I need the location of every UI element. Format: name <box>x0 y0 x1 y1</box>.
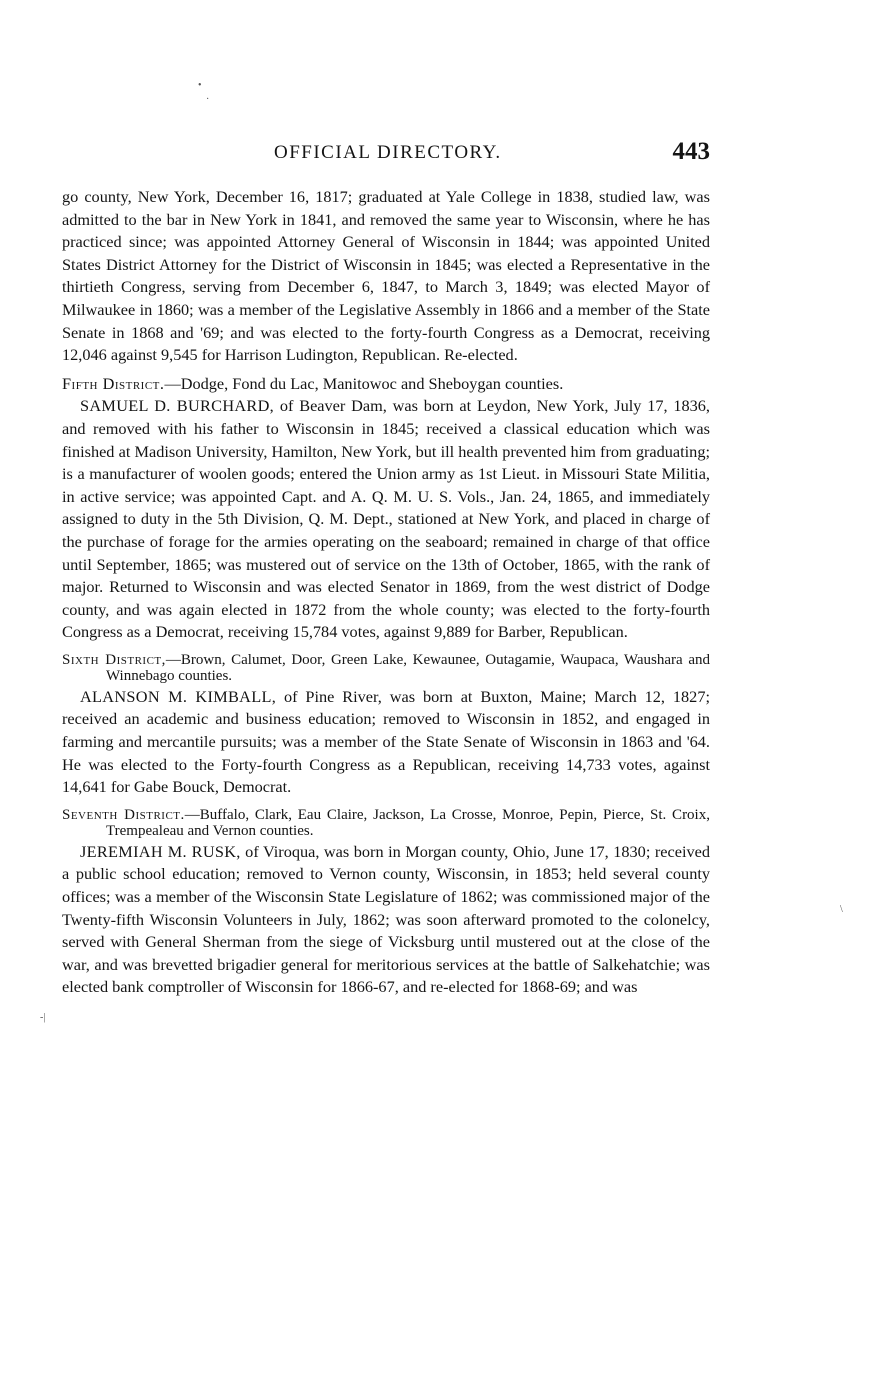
district-label: Fifth District. <box>62 373 165 393</box>
district-heading-seventh <box>62 807 710 839</box>
biography-paragraph-rusk <box>62 841 710 999</box>
member-name: JEREMIAH M. RUSK, <box>80 841 241 861</box>
district-heading-fifth <box>62 373 710 396</box>
biography-text: of Viroqua, was born in Morgan county, Ohio, June 17, 1830; received a public school education; removed to Vernon county, Wisconsin, in 1853; held several county offices; was a member of the Wisconsin State Legislature of 1862; was commissioned major of the Twenty-fifth Wisconsin Volunteers in July, 1862; was soon afterward promoted to the colonelcy, served with General Sherman from the siege of Vicksburg until mustered out at the close of the war, and was brevetted brigadier general for meritorious services at the battle of Salkehatchie; was elected bank comptroller of Wisconsin for 1866-67, and re-elected for 1868-69; and was <box>62 841 710 997</box>
member-name: ALANSON M. KIMBALL, <box>80 686 277 706</box>
district-label: Sixth District, <box>62 651 166 668</box>
biography-paragraph-burchard <box>62 395 710 644</box>
page-number: 443 <box>672 138 710 165</box>
running-title: OFFICIAL DIRECTORY. <box>274 142 502 163</box>
district-counties: —Brown, Calumet, Door, Green Lake, Kewaunee, Outagamie, Waupaca, Waushara and Winnebago counties. <box>106 651 710 684</box>
page-header <box>60 138 710 172</box>
body-text <box>62 186 710 999</box>
district-counties: —Buffalo, Clark, Eau Claire, Jackson, La Crosse, Monroe, Pepin, Pierce, St. Croix, Trempealeau and Vernon counties. <box>106 806 710 839</box>
scan-speck: · <box>206 94 210 105</box>
district-counties: —Dodge, Fond du Lac, Manitowoc and Sheboygan counties. <box>164 373 564 393</box>
district-label: Seventh District. <box>62 806 185 823</box>
biography-text: of Pine River, was born at Buxton, Maine; March 12, 1827; received an academic and business education; removed to Wisconsin in 1852, and engaged in farming and mercantile pursuits; was a member of the State Senate of Wisconsin in 1863 and '64. He was elected to the Forty-fourth Congress as a Republican, receiving 14,733 votes, against 14,641 for Gabe Bouck, Democrat. <box>62 686 710 797</box>
district-heading-sixth <box>62 652 710 684</box>
scan-speck: \ <box>840 904 843 915</box>
member-name: SAMUEL D. BURCHARD, <box>80 396 275 416</box>
scan-speck: • <box>198 80 202 91</box>
scan-speck: -| <box>40 1012 46 1023</box>
biography-paragraph-kimball <box>62 686 710 799</box>
biography-text: of Beaver Dam, was born at Leydon, New York, July 17, 1836, and removed with his father to Wisconsin in 1845; received a classical education which was finished at Madison University, Hamilton, New York, but ill health prevented him from graduating; is a manufacturer of woolen goods; entered the Union army as 1st Lieut. in Missouri State Militia, in active service; was appointed Capt. and A. Q. M. U. S. Vols., Jan. 24, 1865, and immediately assigned to duty in the 5th Division, Q. M. Dept., stationed at New York, and placed in charge of the purchase of forage for the armies operating on the seaboard; remained in charge of that office until September, 1865; was mustered out of service on the 13th of October, 1865, with the rank of major. Returned to Wisconsin and was elected Senator in 1869, from the west district of Dodge county, and was again elected in 1872 from the whole county; was elected to the forty-fourth Congress as a Democrat, receiving 15,784 votes, against 9,889 for Barber, Republican. <box>62 396 711 642</box>
continued-biography-paragraph: go county, New York, December 16, 1817; graduated at Yale College in 1838, studied law, was admitted to the bar in New York in 1841, and removed the same year to Wisconsin, where he has practiced since; was appointed Attorney General of Wisconsin in 1844; was appointed United States District Attorney for the District of Wisconsin in 1845; was elected a Representative in the thirtieth Congress, serving from December 6, 1847, to March 3, 1849; was elected Mayor of Milwaukee in 1860; was a member of the Legislative Assembly in 1866 and a member of the State Senate in 1868 and '69; and was elected to the forty-fourth Congress as a Democrat, receiving 12,046 against 9,545 for Harrison Ludington, Republican. Re-elected. <box>62 187 710 365</box>
